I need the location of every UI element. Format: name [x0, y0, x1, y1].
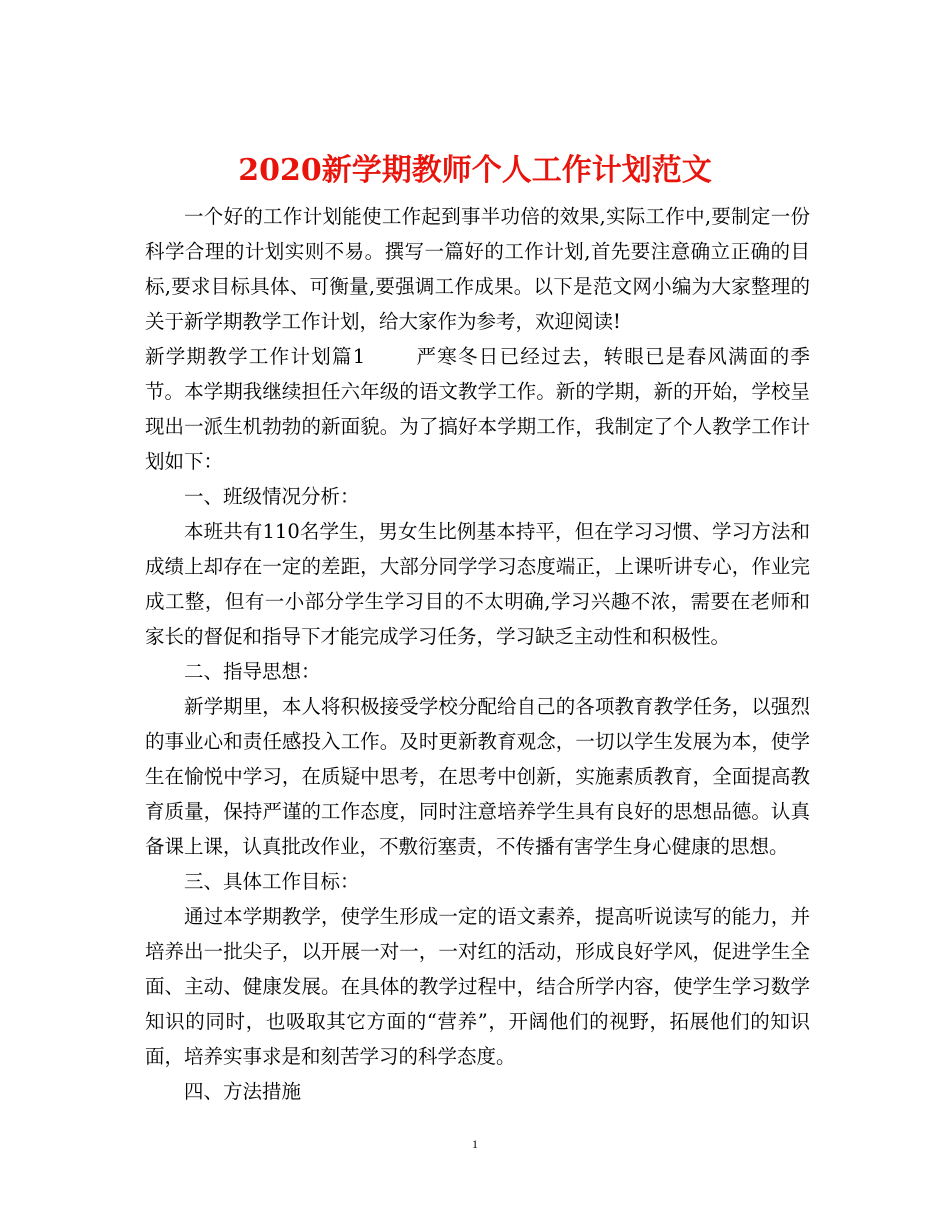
- article-label: 新学期教学工作计划篇1: [145, 345, 366, 368]
- section-heading-3: 三、具体工作目标：: [184, 870, 360, 893]
- article-lead-paragraph: [145, 339, 810, 479]
- document-body: [145, 199, 810, 1109]
- section-body-2: 新学期里，本人将积极接受学校分配给自己的各项教育教学任务，以强烈的事业心和责任感投入工作。及时更新教育观念，一切以学生发展为本，使学生在愉悦中学习，在质疑中思考，在思考中创新，实施素质教育，全面提高教育质量，保持严谨的工作态度，同时注意培养学生具有良好的思想品德。认真备课上课，认真批改作业，不敷衍塞责，不传播有害学生身心健康的思想。: [145, 695, 810, 858]
- article-lead-text: 严寒冬日已经过去，转眼已是春风满面的季节。本学期我继续担任六年级的语文教学工作。新的学期，新的开始，学校呈现出一派生机勃勃的新面貌。为了搞好本学期工作，我制定了个人教学工作计划如下：: [145, 345, 810, 473]
- section-body-1: 本班共有110名学生，男女生比例基本持平，但在学习习惯、学习方法和成绩上却存在一定的差距，大部分同学学习态度端正，上课听讲专心，作业完成工整，但有一小部分学生学习目的不太明确,学习兴趣不浓，需要在老师和家长的督促和指导下才能完成学习任务，学习缺乏主动性和积极性。: [145, 520, 810, 648]
- section-heading-4: 四、方法措施: [184, 1080, 302, 1103]
- page-number: 1: [472, 1137, 478, 1151]
- section-heading-2: 二、指导思想：: [184, 660, 321, 683]
- section-body-3: 通过本学期教学，使学生形成一定的语文素养，提高听说读写的能力，并培养出一批尖子，以开展一对一，一对红的活动，形成良好学风，促进学生全面、主动、健康发展。在具体的教学过程中，结合所学内容，使学生学习数学知识的同时，也吸取其它方面的“营养”，开阔他们的视野，拓展他们的知识面，培养实事求是和刻苦学习的科学态度。: [145, 905, 810, 1068]
- section-heading-1: 一、班级情况分析：: [184, 485, 360, 508]
- intro-paragraph: 一个好的工作计划能使工作起到事半功倍的效果,实际工作中,要制定一份科学合理的计划实则不易。撰写一篇好的工作计划,首先要注意确立正确的目标,要求目标具体、可衡量,要强调工作成果。以下是范文网小编为大家整理的关于新学期教学工作计划，给大家作为参考，欢迎阅读!: [145, 205, 810, 333]
- document-title: 2020新学期教师个人工作计划范文: [238, 153, 712, 189]
